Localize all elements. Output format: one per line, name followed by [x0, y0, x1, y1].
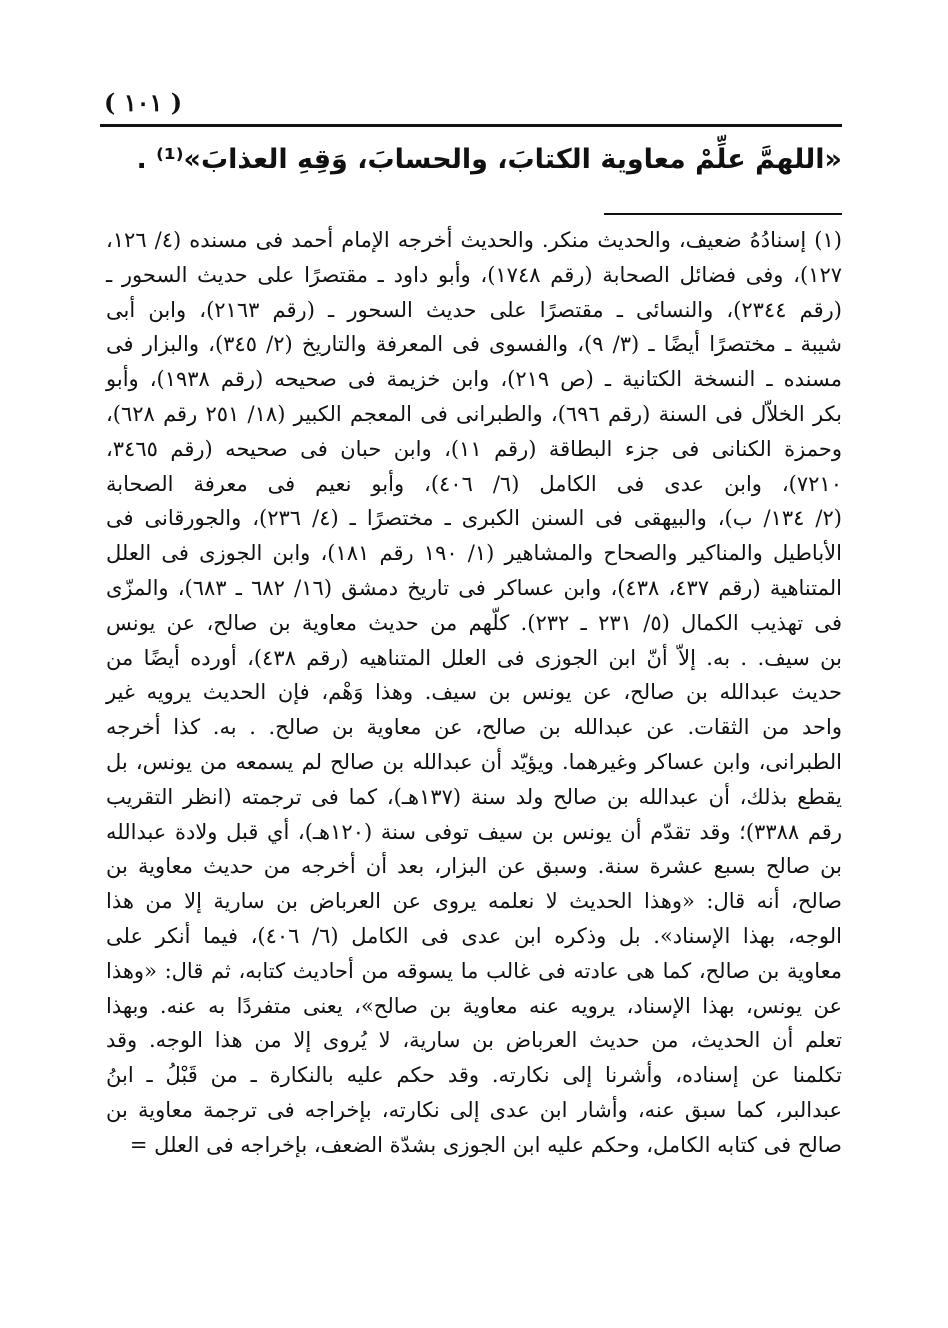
footnote-line: صالح فى كتابه الكامل، وحكم عليه ابن الجوزى بشدّة الضعف، بإخراجه فى العلل =: [129, 1132, 842, 1157]
footnote-line: رقم ٣٣٨٨)؛ وقد تقدّم أن يونس بن سيف توفى سنة (١٢٠هـ)، أي قبل ولادة عبدالله: [106, 819, 842, 844]
footnote-line: الأباطيل والمناكير والصحاح والمشاهير (١/ ١٩٠ رقم ١٨١)، وابن الجوزى فى العلل: [106, 541, 842, 566]
footnote-line: حديث عبدالله بن صالح، عن يونس بن سيف. وهذا وَهْم، فإن الحديث يرويه غير: [106, 680, 842, 705]
footnote-line: صالح، أنه قال: «وهذا الحديث لا نعلمه يروى عن العرباض بن سارية إلا من هذا: [106, 889, 842, 914]
header-rule: [100, 124, 842, 127]
footnote-line: (رقم ٢٣٤٤)، والنسائى ـ مقتصرًا على حديث السحور ـ (رقم ٢١٦٣)، وابن أبى: [106, 297, 842, 322]
footnote-line: مسنده ـ النسخة الكتانية ـ (ص ٢١٩)، وابن خزيمة فى صحيحه (رقم ١٩٣٨)، وأبو: [106, 367, 842, 392]
footnote-line: شيبة ـ مختصرًا أيضًا ـ (٣/ ٩)، والفسوى فى المعرفة والتاريخ (٢/ ٣٤٥)، والبزار فى: [106, 332, 843, 357]
footnote-line: وحمزة الكنانى فى جزء البطاقة (رقم ١١)، وابن حبان فى صحيحه (رقم ٣٤٦٥،: [106, 436, 842, 461]
footnote-line: بكر الخلاّل فى السنة (رقم ٦٩٦)، والطبرانى فى المعجم الكبير (١٨/ ٢٥١ رقم ٦٢٨)،: [106, 401, 842, 426]
footnote-line: بن سيف. . به. إلاّ أنّ ابن الجوزى فى العلل المتناهيه (رقم ٤٣٨)، أورده أيضًا من: [106, 645, 842, 670]
footnote-line: فى تهذيب الكمال (٥/ ٢٣١ ـ ٢٣٢). كلّهم من حديث معاوية بن صالح، عن يونس: [106, 610, 842, 635]
footnote-line: ١٢٧)، وفى فضائل الصحابة (رقم ١٧٤٨)، وأبو داود ـ مقتصرًا على حديث السحور ـ: [106, 262, 843, 287]
footnote-line: ٧٢١٠)، وابن عدى فى الكامل (٦/ ٤٠٦)، وأبو نعيم فى معرفة الصحابة: [106, 471, 842, 496]
footnote-line: بن صالح بسبع عشرة سنة. وسبق عن البزار، بعد أن أخرجه من حديث معاوية بن: [106, 854, 842, 879]
footnote-line: عبدالبر، كما سبق عنه، وأشار ابن عدى إلى نكارته، بإخراجه فى ترجمة معاوية بن: [106, 1097, 842, 1122]
footnote-line: الوجه، بهذا الإسناد». بل وذكره ابن عدى فى الكامل (٦/ ٤٠٦)، فيما أنكر على: [106, 923, 842, 948]
footnote-line: عن يونس، بهذا الإسناد، يرويه عنه معاوية بن صالح»، يعنى متفردًا به عنه. وبهذا: [106, 993, 842, 1018]
footnote-line: المتناهية (رقم ٤٣٧، ٤٣٨)، وابن عساكر فى تاريخ دمشق (١٦/ ٦٨٢ ـ ٦٨٣)، والمزّى: [106, 575, 842, 600]
footnote-line: يقطع بذلك، أن عبدالله بن صالح ولد سنة (١٣٧هـ)، كما فى ترجمته (انظر التقريب: [106, 784, 842, 809]
footnote-rule: [604, 213, 842, 215]
page-number: ( ١٠١ ): [104, 88, 183, 117]
main-text: «اللهمَّ علِّمْ معاوية الكتابَ، والحسابَ، وَقِهِ العذابَ»⁽¹⁾ .: [136, 144, 842, 175]
footnote-line: الطبرانى، وابن عساكر وغيرهما. ويؤيّد أن عبدالله بن صالح لم يسمعه من يونس، بل: [106, 749, 842, 774]
footnote-line: (١) إسنادُهُ ضعيف، والحديث منكر. والحديث أخرجه الإمام أحمد فى مسنده (٤/ ١٢٦،: [106, 228, 842, 252]
footnote-line: (٢/ ١٣٤/ ب)، والبيهقى فى السنن الكبرى ـ مختصرًا ـ (٤/ ٢٣٦)، والجورقانى فى: [106, 506, 842, 531]
footnote-line: تعلم أن الحديث، من حديث العرباض بن سارية، لا يُروى إلا من هذا الوجه. وقد: [106, 1028, 842, 1053]
footnote: [106, 223, 842, 1163]
footnote-line: واحد من الثقات. عن عبدالله بن صالح، عن معاوية بن صالح. . به. كذا أخرجه: [106, 715, 842, 740]
footnote-line: تكلمنا عن إسناده، وأشرنا إلى نكارته. وقد حكم عليه بالنكارة ـ من قَبْلُ ـ ابنُ: [106, 1063, 842, 1088]
footnote-line: معاوية بن صالح، كما هى عادته فى غالب ما يسوقه من أحاديث كتابه، ثم قال: «وهذا: [106, 958, 842, 983]
